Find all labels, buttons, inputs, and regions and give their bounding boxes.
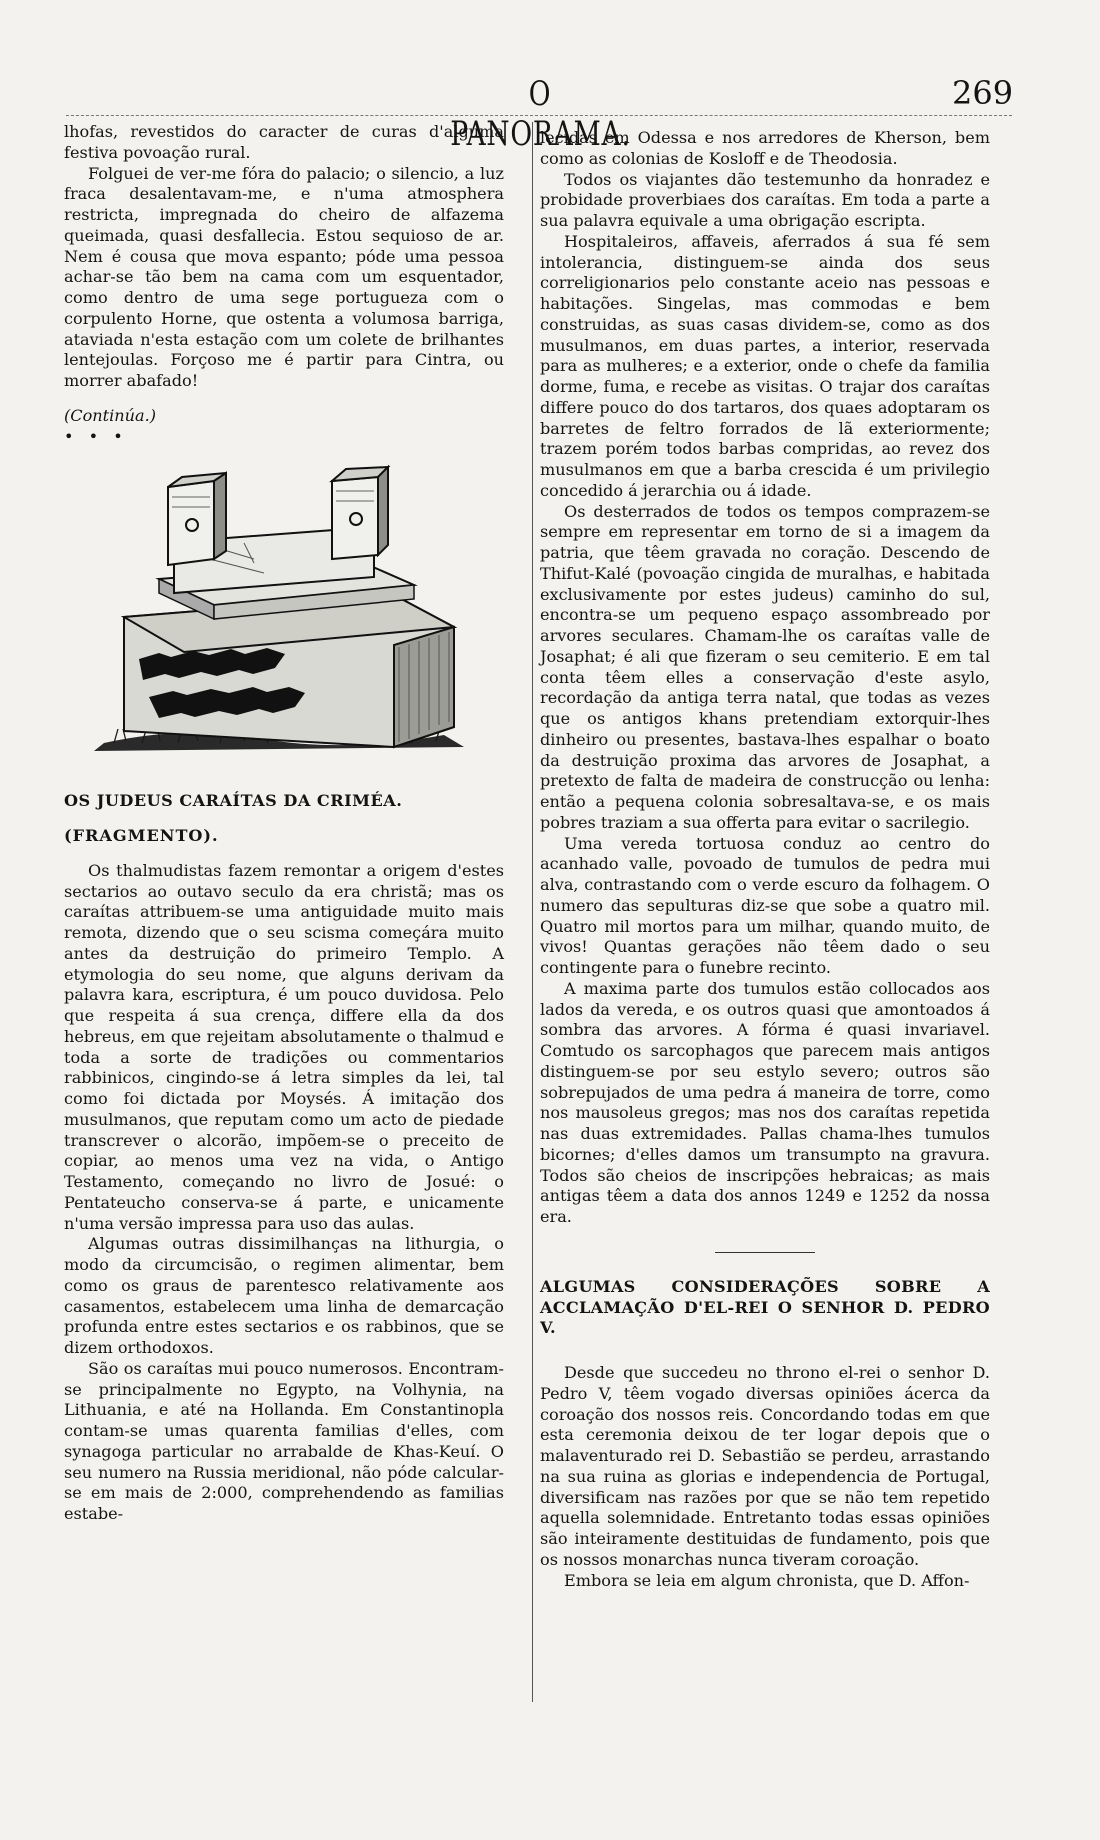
paragraph: Todos os viajantes dão testemunho da honradez e probidade proverbiaes dos caraítas. Em toda a parte a sua palavra equivale a uma obrigação escripta. bbox=[540, 169, 990, 230]
paragraph: A maxima parte dos tumulos estão collocados aos lados da vereda, e os outros quasi que amontoados á sombra das arvores. A fórma é quasi invariavel. Comtudo os sarcophagos que parecem mais antigos distinguem-se por seu estylo severo; outros são sobrepujados de uma pedra á maneira de torre, como nos mausoleus gregos; mas nos dos caraítas repetida nas duas extremidades. Pallas chama-lhes tumulos bicornes; d'elles damos um transumpto na gravura. Todos são cheios de inscripções hebraicas; as mais antigas têem a data dos annos 1249 e 1252 da nossa era. bbox=[540, 978, 990, 1226]
column-rule bbox=[532, 122, 533, 1702]
header-rule bbox=[66, 115, 1012, 116]
tomb-engraving bbox=[64, 447, 504, 767]
page-number: 269 bbox=[952, 74, 1014, 112]
paragraph: lhofas, revestidos do caracter de curas d'alguma festiva povoação rural. bbox=[64, 122, 504, 162]
left-column bbox=[64, 122, 504, 1525]
right-column bbox=[540, 128, 990, 1591]
tomb-illustration bbox=[64, 447, 504, 767]
paragraph: Algumas outras dissimilhanças na lithurgia, o modo da circumcisão, o regimen alimentar, bem como os graus de parentesco relativamente aos casamentos, estabelecem uma linha de demarcação profunda entre estes sectarios e os rabbinos, que se dizem orthodoxos. bbox=[64, 1234, 504, 1357]
paragraph: São os caraítas mui pouco numerosos. Encontram-se principalmente no Egypto, na Volhynia, na Lithuania, e até na Hollanda. Em Constantinopla contam-se umas quarenta familias d'elles, com synagoga particular no arrabalde de Khas-Keuí. O seu numero na Russia meridional, não póde calcular-se em mais de 2:000, comprehendendo as familias estabe- bbox=[64, 1358, 504, 1523]
paragraph: Os thalmudistas fazem remontar a origem d'estes sectarios ao outavo seculo da era christã; mas os caraítas attribuem-se uma antiguidade muito mais remota, dizendo que o seu scisma começára muito antes da destruição do primeiro Templo. A etymologia do seu nome, que alguns derivam da palavra kara, escriptura, é um pouco duvidosa. Pelo que respeita á sua crença, differe ella da dos hebreus, em que rejeitam absolutamente o thalmud e toda a sorte de tradições ou commentarios rabbinicos, cingindo-se á letra simples da lei, tal como foi dictada por Moysés. Á imitação dos musulmanos, que reputam como um acto de piedade transcrever o alcorão, impõem-se o preceito de copiar, ao menos uma vez na vida, o Antigo Testamento, começando no livro de Josué: o Pentateucho conserva-se á parte, e unicamente n'uma versão impressa para uso das aulas. bbox=[64, 860, 504, 1233]
paragraph: Embora se leia em algum chronista, que D. Affon- bbox=[564, 1570, 970, 1590]
paragraph: Folguei de ver-me fóra do palacio; o silencio, a luz fraca desalentavam-me, e n'uma atmosphera restricta, impregnada do cheiro de alfazema queimada, quasi desfallecia. Estou sequioso de ar. Nem é cousa que mova espanto; póde uma pessoa achar-se tão bem na cama com um esquentador, como dentro de uma sege portugueza com o corpulento Horne, que ostenta a volumosa barriga, ataviada n'esta estação com um colete de brilhantes lentejoulas. Forçoso me é partir para Cintra, ou morrer abafado! bbox=[64, 163, 504, 390]
paragraph: Hospitaleiros, affaveis, aferrados á sua fé sem intolerancia, distinguem-se ainda dos seus correligionarios pelo constante aceio nas pessoas e habitações. Singelas, mas commodas e bem construidas, as suas casas dividem-se, como as dos musulmanos, em duas partes, a interior, reservada para as mulheres; e a exterior, onde o chefe da familia dorme, fuma, e recebe as visitas. O trajar dos caraítas differe pouco do dos tartaros, dos quaes adoptaram os barretes de feltro forrados de lã exteriormente; trazem porém todos barbas compridas, ao revez dos musulmanos em que a barba crescida é um privilegio concedido á jerarchia ou á idade. bbox=[540, 231, 990, 500]
paragraph: Uma vereda tortuosa conduz ao centro do acanhado valle, povoado de tumulos de pedra mui alva, contrastando com o verde escuro da folhagem. O numero das sepulturas diz-se que sobe a quatro mil. Quatro mil mortos para um milhar, quando muito, de vivos! Quantas gerações não têem dado o seu contingente para o funebre recinto. bbox=[540, 833, 990, 977]
paragraph: Os desterrados de todos os tempos comprazem-se sempre em representar em torno de si a imagem da patria, que têem gravada no coração. Descendo de Thifut-Kalé (povoação cingida de muralhas, e habitada exclusivamente por estes judeus) caminho do sul, encontra-se um pequeno espaço assombreado por arvores seculares. Chamam-lhe os caraítas valle de Josaphat; é ali que fizeram o seu cemiterio. E em tal conta têem elles a conservação d'este asylo, recordação da antiga terra natal, que todas as vezes que os antigos khans pretendiam extorquir-lhes dinheiro ou presentes, bastava-lhes espalhar o boato da destruição proxima das arvores de Josaphat, a pretexto de falta de madeira de construcção ou lenha: então a pequena colonia sobresaltava-se, e os mais pobres traziam a sua offerta para evitar o sacrilegio. bbox=[540, 501, 990, 832]
continua-note: (Continúa.) bbox=[64, 405, 156, 425]
masthead: O PANORAMA. bbox=[450, 74, 631, 154]
article-subtitle: (FRAGMENTO). bbox=[64, 826, 219, 845]
paragraph: Desde que succedeu no throno el-rei o senhor D. Pedro V, têem vogado diversas opiniões ácerca da coroação dos nossos reis. Concordando todas em que esta ceremonia deixou de ter logar depois que o malaventurado rei D. Sebastião se perdeu, arrastando na sua ruina as glorias e independencia de Portugal, diversificam nas razões por que se não tem repetido aquella solemnidade. Entretanto todas essas opiniões são inteiramente destituidas de fundamento, pois que os nossos monarchas nunca tiveram coroação. bbox=[540, 1363, 990, 1569]
section-title: ALGUMAS CONSIDERAÇÕES SOBRE A ACCLAMAÇÃO D'EL-REI O SENHOR D. PEDRO V. bbox=[540, 1276, 990, 1338]
section-divider-dots: • • • bbox=[64, 426, 128, 446]
article-title: OS JUDEUS CARAÍTAS DA CRIMÉA. bbox=[64, 791, 403, 811]
paragraph: lecidas em Odessa e nos arredores de Kherson, bem como as colonias de Kosloff e de Theodosia. bbox=[540, 128, 990, 168]
